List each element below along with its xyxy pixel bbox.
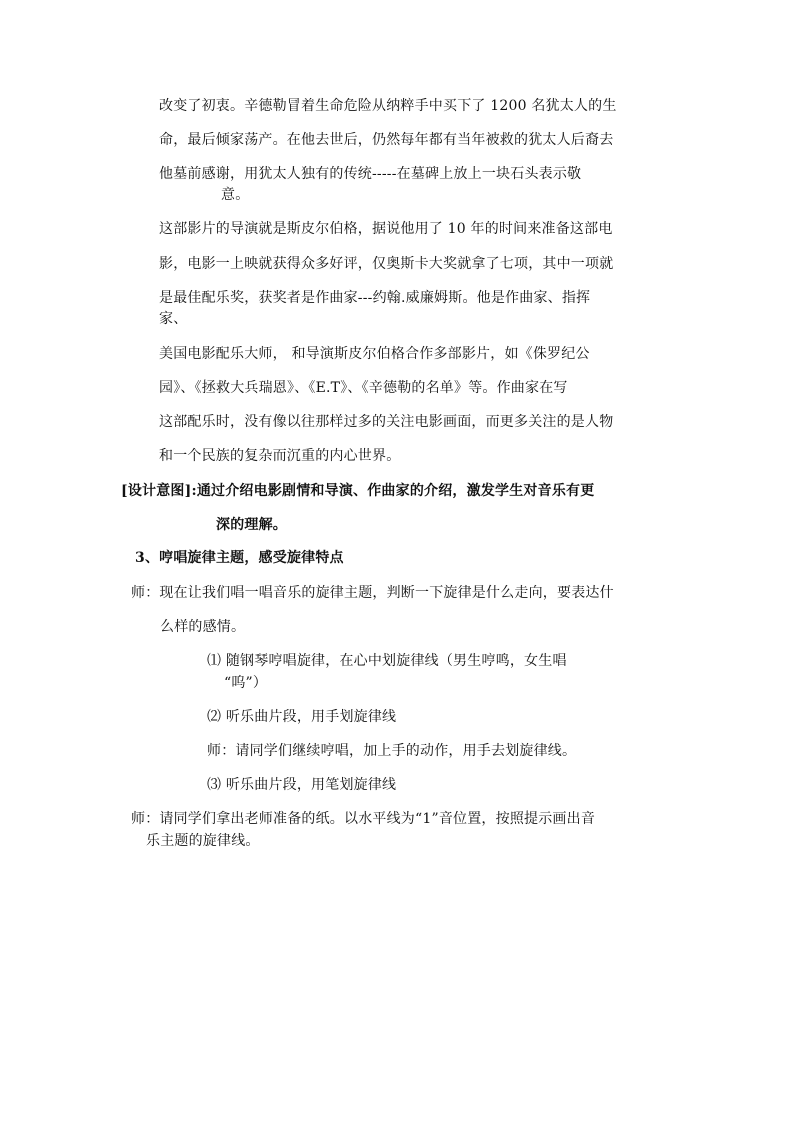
teacher-3-line-1: 师：请同学们拿出老师准备的纸。以水平线为“1”音位置，按照提示画出音 xyxy=(131,811,596,827)
paragraph-1-line-3: 他墓前感谢，用犹太人独有的传统-----在墓碑上放上一块石头表示敬 xyxy=(159,166,582,182)
section-3-heading: 3、哼唱旋律主题，感受旋律特点 xyxy=(135,550,344,566)
paragraph-3-line-2: 园》、《拯救大兵瑞恩》、《E.T》、《辛德勒的名单》等。作曲家在写 xyxy=(159,380,568,396)
teacher-2: 师：请同学们继续哼唱，加上手的动作，用手去划旋律线。 xyxy=(207,743,577,759)
paragraph-3-line-4: 和一个民族的复杂而沉重的内心世界。 xyxy=(159,448,401,464)
design-intent-line-2: 深的理解。 xyxy=(216,517,287,533)
paragraph-2-line-1: 这部影片的导演就是斯皮尔伯格，据说他用了 10 年的时间来准备这部电 xyxy=(159,221,613,237)
paragraph-3-line-1: 美国电影配乐大师， 和导演斯皮尔伯格合作多部影片，如《侏罗纪公 xyxy=(159,346,590,362)
teacher-1-line-2: 么样的感情。 xyxy=(160,619,246,635)
step-1-line-2: “呜”） xyxy=(224,675,268,691)
teacher-3-line-2: 乐主题的旋律线。 xyxy=(146,833,260,849)
paragraph-1-line-4: 意。 xyxy=(221,187,250,203)
paragraph-3-line-3: 这部配乐时，没有像以往那样过多的关注电影画面，而更多关注的是人物 xyxy=(159,414,614,430)
design-intent-line-1: [设计意图]:通过介绍电影剧情和导演、作曲家的介绍，激发学生对音乐有更 xyxy=(121,483,595,499)
teacher-1-line-1: 师：现在让我们唱一唱音乐的旋律主题，判断一下旋律是什么走向，要表达什 xyxy=(131,585,614,601)
paragraph-1-line-2: 命，最后倾家荡产。在他去世后，仍然每年都有当年被救的犹太人后裔去 xyxy=(159,132,614,148)
paragraph-2-line-3: 是最佳配乐奖，获奖者是作曲家---约翰.威廉姆斯。他是作曲家、指挥 xyxy=(159,290,591,306)
paragraph-1-line-1: 改变了初衷。辛德勒冒着生命危险从纳粹手中买下了 1200 名犹太人的生 xyxy=(159,98,617,114)
step-1-line-1: ⑴ 随钢琴哼唱旋律，在心中划旋律线（男生哼鸣，女生唱 xyxy=(207,653,567,669)
paragraph-2-line-2: 影，电影一上映就获得众多好评，仅奥斯卡大奖就拿了七项，其中一项就 xyxy=(159,256,614,272)
step-3: ⑶ 听乐曲片段，用笔划旋律线 xyxy=(207,777,397,793)
step-2: ⑵ 听乐曲片段，用手划旋律线 xyxy=(207,709,397,725)
paragraph-2-line-4: 家、 xyxy=(159,311,188,327)
